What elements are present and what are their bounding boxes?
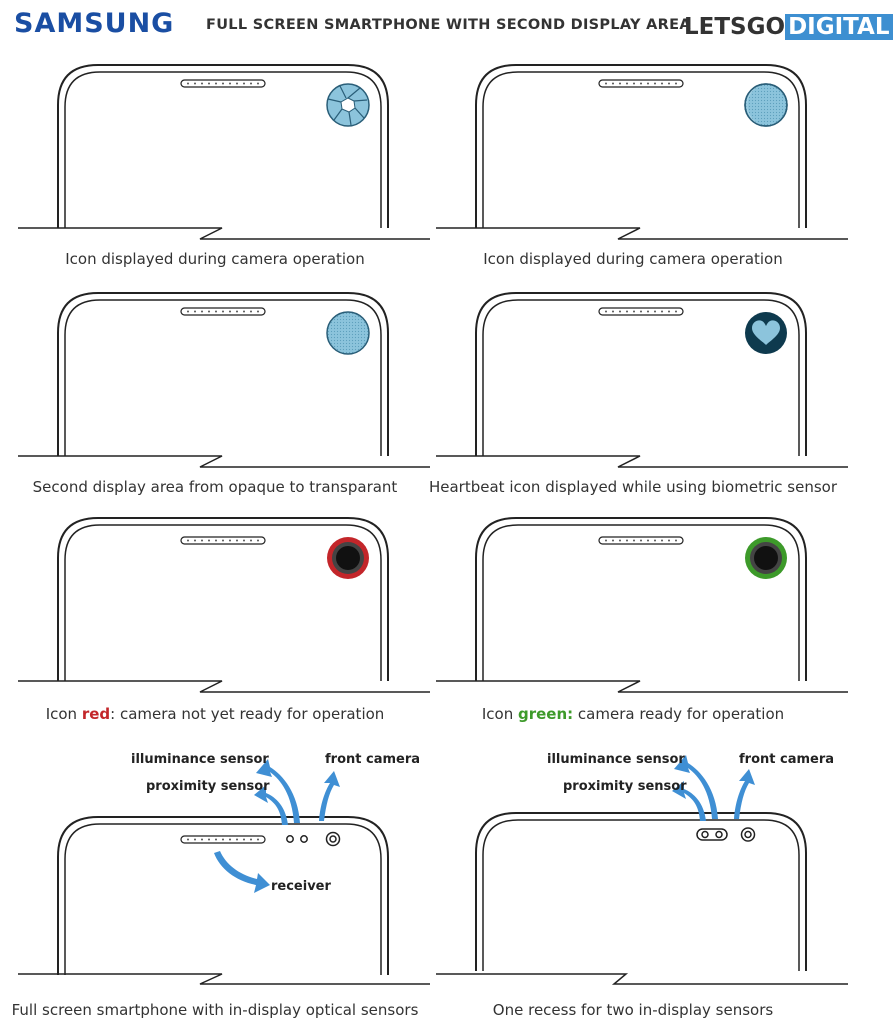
camera-lens-icon (745, 84, 787, 126)
label-proximity-sensor: proximity sensor (146, 779, 270, 794)
caption-post: camera ready for operation (573, 705, 785, 723)
caption-red: red (81, 705, 111, 723)
phone-diagram (418, 283, 848, 468)
label-receiver: receiver (271, 879, 331, 894)
panel-sensors (0, 745, 430, 1027)
front-camera-icon (742, 828, 755, 841)
caption (0, 705, 430, 723)
page-title: FULL SCREEN SMARTPHONE WITH SECOND DISPLAY AREA (206, 17, 691, 33)
label-proximity-sensor: proximity sensor (563, 779, 687, 794)
sensor-dots-icon (287, 836, 307, 842)
label-illuminance-sensor: illuminance sensor (131, 752, 269, 767)
speaker-grille-icon (181, 836, 265, 843)
panel-heartbeat (418, 283, 848, 523)
speaker-grille-icon (181, 308, 265, 315)
front-camera-icon (327, 833, 340, 846)
speaker-grille-icon (181, 537, 265, 544)
camera-status-red-icon (327, 537, 369, 579)
phone-diagram (0, 508, 430, 693)
heart-icon (745, 312, 787, 354)
speaker-grille-icon (599, 80, 683, 87)
phone-diagram (0, 55, 430, 240)
label-front-camera: front camera (739, 752, 835, 767)
phone-diagram (418, 55, 848, 240)
label-front-camera: front camera (325, 752, 421, 767)
caption: Second display area from opaque to transparant (32, 478, 398, 496)
camera-status-green-icon (745, 537, 787, 579)
caption: One recess for two in-display sensors (492, 1001, 774, 1019)
aperture-icon (327, 84, 369, 126)
speaker-grille-icon (599, 537, 683, 544)
caption: Full screen smartphone with in-display optical sensors (11, 1001, 419, 1019)
panel-lens (418, 55, 848, 295)
transparent-display-icon (327, 312, 369, 354)
phone-diagram (418, 508, 848, 693)
speaker-grille-icon (181, 80, 265, 87)
caption-pre: Icon (45, 705, 82, 723)
phone-diagram (0, 283, 430, 468)
caption-green: green: (517, 705, 574, 723)
samsung-logo: SAMSUNG (14, 8, 175, 39)
panel-transparent (0, 283, 430, 523)
caption: Icon displayed during camera operation (65, 250, 365, 268)
speaker-grille-icon (599, 308, 683, 315)
sensor-recess-icon (697, 829, 727, 840)
caption-post: : camera not yet ready for operation (110, 705, 385, 723)
label-illuminance-sensor: illuminance sensor (547, 752, 685, 767)
panel-recess (418, 745, 848, 1027)
panel-green (418, 508, 848, 748)
panel-aperture (0, 55, 430, 295)
letsgodigital-logo (684, 12, 893, 42)
caption (418, 705, 848, 723)
caption: Heartbeat icon displayed while using biometric sensor (428, 478, 838, 496)
logo-part-1: LETSGO (684, 14, 786, 40)
panel-red (0, 508, 430, 748)
caption-pre: Icon (481, 705, 518, 723)
logo-part-2: DIGITAL (785, 14, 892, 40)
caption: Icon displayed during camera operation (483, 250, 783, 268)
header (0, 0, 890, 50)
